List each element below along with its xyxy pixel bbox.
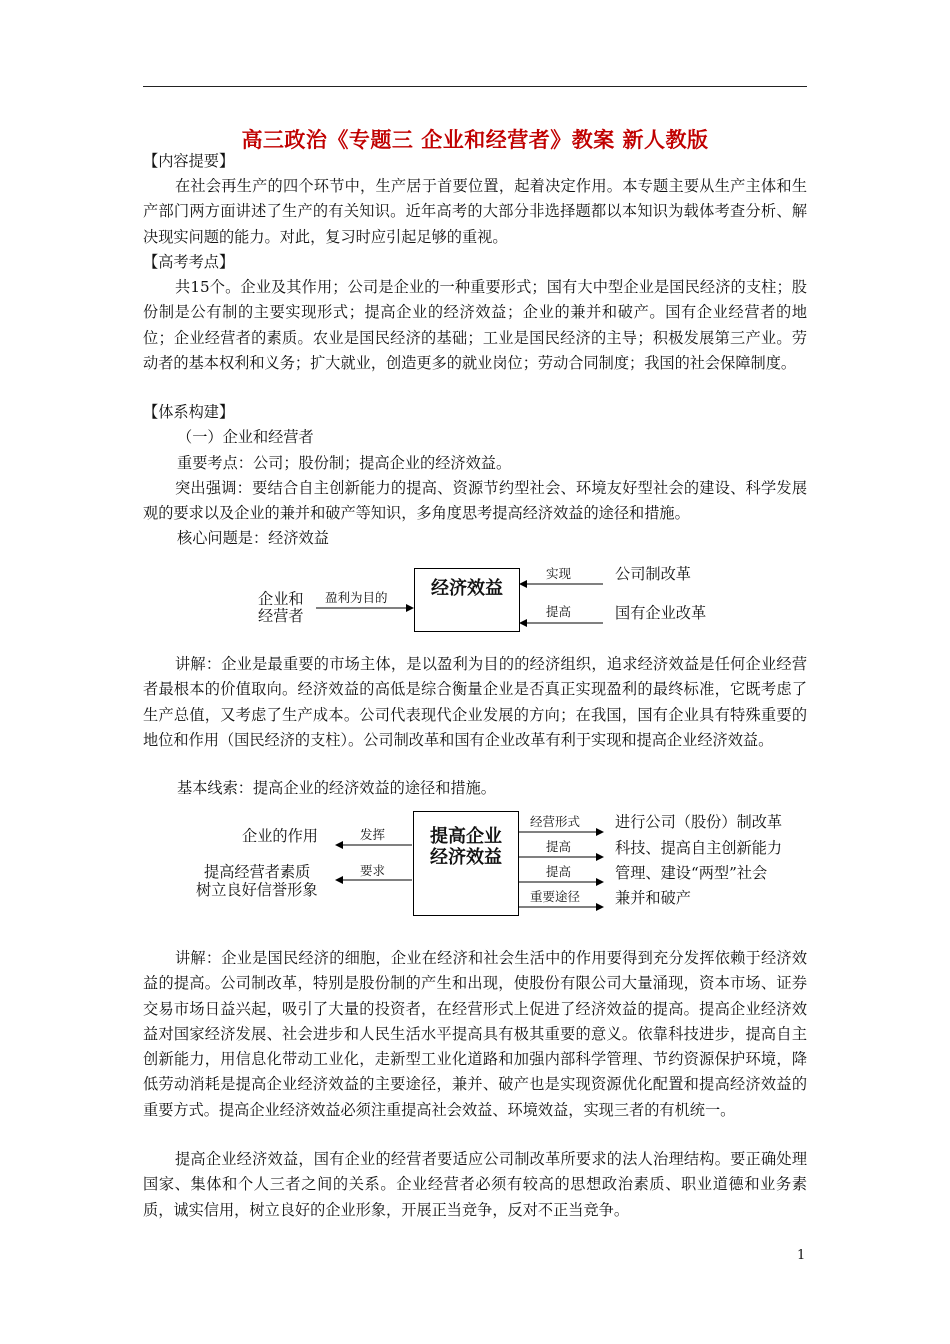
diagram1-item-soe-reform: 国有企业改革 — [615, 604, 707, 622]
diagram2-label-require: 要求 — [360, 863, 386, 878]
document-title: 高三政治《专题三 企业和经营者》教案 新人教版 — [241, 127, 709, 152]
heading-exam-points: 【高考考点】 — [143, 253, 235, 271]
diagram2-item-merger: 兼并和破产 — [615, 889, 691, 907]
heading-content-summary: 【内容提要】 — [143, 152, 235, 170]
basic-clue: 基本线索：提高企业的经济效益的途径和措施。 — [177, 779, 496, 797]
diagram2-item-management: 管理、建设“两型”社会 — [615, 864, 768, 882]
heading-system: 【体系构建】 — [143, 403, 235, 421]
page-number: 1 — [797, 1248, 806, 1263]
diagram2-label-improve2: 提高 — [546, 864, 572, 879]
diagram2-label-exert: 发挥 — [360, 827, 386, 842]
paragraph-emphasis: 突出强调：要结合自主创新能力的提高、资源节约型社会、环境友好型社会的建设、科学发展观的要求以及企业的兼并和破产等知识，多角度思考提高经济效益的途径和措施。 — [143, 479, 807, 523]
diagram2-label-route: 重要途径 — [530, 889, 581, 904]
diagram2-item-shareholding: 进行公司（股份）制改革 — [615, 813, 783, 831]
diagram2-left-manager-quality: 提高经营者素质 — [204, 863, 311, 881]
diagram2-label-form: 经营形式 — [530, 814, 581, 829]
paragraph-content-summary: 在社会再生产的四个环节中，生产居于首要位置，起着决定作用。本专题主要从生产主体和生产部门两方面讲述了生产的有关知识。近年高考的大部分非选择题都以本知识为载体考查分析、解决现实问题的能力。对此，复习时应引起足够的重视。 — [143, 177, 807, 246]
paragraph-explanation1: 讲解：企业是最重要的市场主体，是以盈利为目的的经济组织，追求经济效益是任何企业经营者最根本的价值取向。经济效益的高低是综合衡量企业是否真正实现盈利的最终标准，它既考虑了生产总值，又考虑了生产成本。公司代表现代企业发展的方向；在我国，国有企业具有特殊重要的地位和作用（国民经济的支柱）。公司制改革和国有企业改革有利于实现和提高企业经济效益。 — [143, 655, 807, 749]
paragraph-exam-points: 共15个。企业及其作用；公司是企业的一种重要形式；国有大中型企业是国民经济的支柱；股份制是公有制的主要实现形式；提高企业的经济效益；企业的兼并和破产。国有企业经营者的地位；企业经营者的素质。农业是国民经济的基础；工业是国民经济的主导；积极发展第三产业。劳动者的基本权利和义务；扩大就业，创造更多的就业岗位；劳动合同制度；我国的社会保障制度。 — [143, 278, 807, 372]
subheading-enterprise: （一）企业和经营者 — [177, 428, 314, 446]
diagram2-box-line1: 提高企业 — [430, 826, 502, 847]
diagram2-label-improve1: 提高 — [546, 839, 572, 854]
key-points: 重要考点：公司；股份制；提高企业的经济效益。 — [177, 454, 512, 472]
diagram2-left-enterprise-role: 企业的作用 — [242, 827, 318, 845]
diagram1-item-company-reform: 公司制改革 — [615, 565, 691, 583]
core-issue: 核心问题是：经济效益 — [177, 529, 329, 547]
paragraph-final: 提高企业经济效益，国有企业的经营者要适应公司制改革所要求的法人治理结构。要正确处理国家、集体和个人三者之间的关系。企业经营者必须有较高的思想政治素质、职业道德和业务素质，诚实信用，树立良好的企业形象，开展正当竞争，反对不正当竞争。 — [143, 1150, 807, 1219]
diagram2-left-reputation: 树立良好信誉形象 — [196, 881, 318, 899]
diagram1-arrow-label-profit: 盈利为目的 — [325, 590, 388, 605]
diagram1-label-realize: 实现 — [546, 566, 572, 581]
diagram1-label-improve: 提高 — [546, 604, 572, 619]
diagram1-left-line2: 经营者 — [258, 607, 304, 625]
diagram2-box-line2: 经济效益 — [430, 847, 502, 868]
diagram2-item-technology: 科技、提高自主创新能力 — [615, 839, 783, 857]
paragraph-explanation2: 讲解：企业是国民经济的细胞，企业在经济和社会生活中的作用要得到充分发挥依赖于经济效益的提高。公司制改革，特别是股份制的产生和出现，使股份有限公司大量涌现，资本市场、证券交易市场日益兴起，吸引了大量的投资者，在经营形式上促进了经济效益的提高。提高企业经济效益对国家经济发展、社会进步和人民生活水平提高具有极其重要的意义。依靠科技进步，提高自主创新能力，用信息化带动工业化，走新型工业化道路和加强内部科学管理、节约资源保护环境，降低劳动消耗是提高企业经济效益的主要途径，兼并、破产也是实现资源优化配置和提高经济效益的重要方式。提高企业经济效益必须注重提高社会效益、环境效益，实现三者的有机统一。 — [143, 949, 807, 1119]
diagram1-box-label: 经济效益 — [431, 578, 503, 599]
diagram1-left-line1: 企业和 — [258, 590, 304, 608]
